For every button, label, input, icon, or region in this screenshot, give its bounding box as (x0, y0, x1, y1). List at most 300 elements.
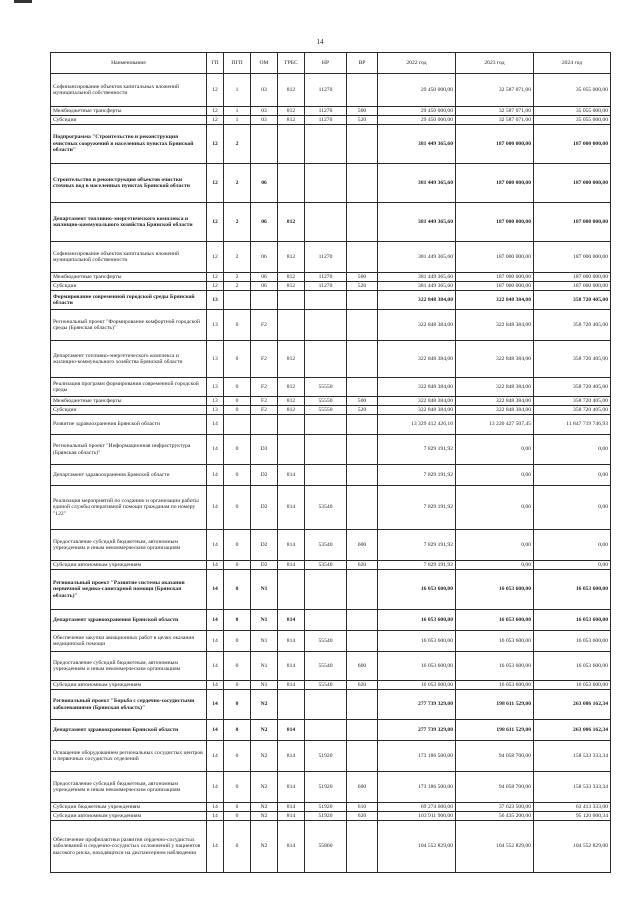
cell-name: Субсидии бюджетным учреждениям (51, 803, 207, 812)
table-row (51, 681, 611, 690)
cell-2022: 29 450 000,00 (378, 107, 456, 116)
cell-2022: 381 449 365,60 (378, 203, 456, 242)
cell-2024: 187 000 000,00 (534, 273, 611, 282)
cell-2022: 16 053 600,00 (378, 681, 456, 690)
cell-pgp: 2 (224, 203, 251, 242)
cell-2024: 0,00 (534, 561, 611, 570)
cell-grbs (278, 291, 305, 310)
cell-2023: 322 848 384,00 (456, 406, 534, 415)
table-row (51, 690, 611, 720)
cell-2024: 358 720 405,00 (534, 406, 611, 415)
table-row (51, 610, 611, 631)
cell-2022: 381 449 365,60 (378, 273, 456, 282)
cell-pgp: 1 (224, 74, 251, 107)
cell-vr (347, 203, 378, 242)
cell-gp: 14 (207, 720, 224, 741)
cell-gp: 14 (207, 486, 224, 530)
cell-nr (305, 164, 347, 203)
cell-2023: 0,00 (456, 465, 534, 486)
cell-2024: 0,00 (534, 435, 611, 465)
cell-gp: 14 (207, 690, 224, 720)
cell-2024: 187 000 000,00 (534, 242, 611, 273)
cell-gp: 14 (207, 415, 224, 435)
cell-nr (305, 720, 347, 741)
cell-2022: 16 053 600,00 (378, 610, 456, 631)
cell-name: Региональный проект "Развитие системы оказания первичной медико-санитарной помощи (Брянская область)" (51, 570, 207, 610)
cell-nr: 11270 (305, 282, 347, 291)
cell-name: Реализация мероприятий по созданию и организации работы единой службы оперативной помощи гражданам по номеру "122" (51, 486, 207, 530)
cell-name: Межбюджетные трансферты (51, 107, 207, 116)
cell-nr (305, 435, 347, 465)
cell-pgp: 2 (224, 273, 251, 282)
cell-grbs (278, 435, 305, 465)
cell-2024: 187 000 000,00 (534, 203, 611, 242)
cell-nr (305, 690, 347, 720)
cell-om: N2 (251, 690, 278, 720)
cell-name: Департамент топливно-энергетического комплекса и жилищно-коммунального хозяйства Брянской области (51, 341, 207, 378)
cell-2023: 198 611 529,00 (456, 720, 534, 741)
cell-gp: 14 (207, 772, 224, 803)
cell-vr (347, 242, 378, 273)
cell-nr: 11270 (305, 273, 347, 282)
cell-vr: 600 (347, 530, 378, 561)
cell-gp: 14 (207, 561, 224, 570)
cell-2023: 187 000 000,00 (456, 273, 534, 282)
cell-om: 03 (251, 74, 278, 107)
cell-om: N1 (251, 570, 278, 610)
cell-pgp (224, 291, 251, 310)
table-row (51, 291, 611, 310)
cell-2024: 158 533 333,34 (534, 772, 611, 803)
cell-2024: 0,00 (534, 465, 611, 486)
cell-om: N2 (251, 803, 278, 812)
table-row (51, 530, 611, 561)
cell-2024: 358 720 405,00 (534, 378, 611, 397)
cell-grbs: 814 (278, 631, 305, 652)
cell-nr: 11270 (305, 116, 347, 125)
table-row (51, 435, 611, 465)
cell-grbs: 814 (278, 610, 305, 631)
cell-om: 06 (251, 273, 278, 282)
table-row (51, 812, 611, 821)
cell-nr: 51920 (305, 803, 347, 812)
cell-om: N1 (251, 652, 278, 681)
cell-nr: 53540 (305, 486, 347, 530)
cell-2024: 358 720 405,00 (534, 397, 611, 406)
cell-name: Субсидии (51, 116, 207, 125)
cell-2023: 322 848 384,00 (456, 341, 534, 378)
cell-om: N1 (251, 681, 278, 690)
cell-pgp: 1 (224, 116, 251, 125)
cell-grbs (278, 415, 305, 435)
cell-2023: 322 848 384,00 (456, 397, 534, 406)
cell-name: Оснащение оборудованием региональных сосудистых центров и первичных сосудистых отделений (51, 741, 207, 772)
table-header-row (51, 53, 611, 74)
cell-name: Департамент здравоохранения Брянской области (51, 610, 207, 631)
cell-2023: 56 435 200,00 (456, 812, 534, 821)
cell-2022: 381 449 365,60 (378, 125, 456, 164)
cell-pgp: 0 (224, 652, 251, 681)
cell-pgp: 0 (224, 741, 251, 772)
cell-2023: 322 848 384,00 (456, 291, 534, 310)
cell-grbs: 812 (278, 116, 305, 125)
cell-nr (305, 291, 347, 310)
cell-grbs: 814 (278, 741, 305, 772)
table-row (51, 741, 611, 772)
table-row (51, 282, 611, 291)
table-row (51, 341, 611, 378)
cell-nr: 51920 (305, 741, 347, 772)
cell-om: 06 (251, 242, 278, 273)
cell-om: F2 (251, 397, 278, 406)
cell-name: Межбюджетные трансферты (51, 397, 207, 406)
table-row (51, 164, 611, 203)
cell-gp: 14 (207, 570, 224, 610)
cell-vr: 620 (347, 561, 378, 570)
cell-name: Обеспечение профилактики развития сердечно-сосудистых заболеваний и сердечно-сосудистых осложнений у пациентов высокого риска, находящихся на диспансерном наблюдении (51, 821, 207, 873)
cell-pgp: 0 (224, 812, 251, 821)
cell-grbs: 814 (278, 530, 305, 561)
cell-nr: 11270 (305, 74, 347, 107)
cell-2022: 69 274 600,00 (378, 803, 456, 812)
cell-om: 03 (251, 116, 278, 125)
cell-vr: 620 (347, 812, 378, 821)
cell-nr: 55540 (305, 681, 347, 690)
cell-nr (305, 125, 347, 164)
cell-2024: 187 000 000,00 (534, 282, 611, 291)
cell-gp: 12 (207, 116, 224, 125)
cell-om: D2 (251, 530, 278, 561)
cell-2022: 322 848 384,00 (378, 406, 456, 415)
cell-vr: 520 (347, 116, 378, 125)
cell-vr (347, 631, 378, 652)
cell-om: N1 (251, 631, 278, 652)
cell-vr (347, 74, 378, 107)
cell-grbs: 814 (278, 681, 305, 690)
cell-2023: 13 220 427 507,45 (456, 415, 534, 435)
cell-2022: 7 829 191,92 (378, 530, 456, 561)
cell-pgp: 0 (224, 821, 251, 873)
cell-2022: 7 829 191,92 (378, 465, 456, 486)
cell-pgp (224, 415, 251, 435)
cell-nr (305, 310, 347, 341)
table-row (51, 821, 611, 873)
cell-2023: 187 000 000,00 (456, 164, 534, 203)
table-row (51, 631, 611, 652)
cell-2024: 16 053 600,00 (534, 681, 611, 690)
table-row (51, 273, 611, 282)
table-row (51, 203, 611, 242)
cell-2023: 16 053 600,00 (456, 652, 534, 681)
cell-2022: 322 848 384,00 (378, 378, 456, 397)
cell-om: F2 (251, 310, 278, 341)
cell-2022: 16 053 600,00 (378, 652, 456, 681)
cell-name: Субсидии автономным учреждениям (51, 681, 207, 690)
cell-pgp: 2 (224, 164, 251, 203)
cell-name: Субсидии (51, 282, 207, 291)
cell-2024: 16 053 600,00 (534, 631, 611, 652)
cell-pgp: 0 (224, 720, 251, 741)
cell-2022: 322 848 384,00 (378, 310, 456, 341)
cell-gp: 13 (207, 397, 224, 406)
cell-grbs: 814 (278, 803, 305, 812)
cell-pgp: 0 (224, 681, 251, 690)
cell-2024: 263 086 162,34 (534, 690, 611, 720)
cell-name: Департамент здравоохранения Брянской области (51, 720, 207, 741)
cell-vr (347, 690, 378, 720)
cell-2022: 277 739 329,00 (378, 720, 456, 741)
cell-2024: 35 055 000,00 (534, 74, 611, 107)
cell-om: N1 (251, 610, 278, 631)
cell-2024: 95 120 000,34 (534, 812, 611, 821)
cell-pgp: 0 (224, 690, 251, 720)
cell-pgp: 2 (224, 282, 251, 291)
cell-gp: 14 (207, 530, 224, 561)
cell-om: N2 (251, 720, 278, 741)
cell-2023: 0,00 (456, 435, 534, 465)
cell-vr (347, 570, 378, 610)
cell-2023: 0,00 (456, 561, 534, 570)
table-row (51, 415, 611, 435)
header-name: Наименование (51, 53, 207, 74)
cell-pgp: 0 (224, 378, 251, 397)
cell-grbs: 814 (278, 486, 305, 530)
table-row (51, 74, 611, 107)
cell-om: N2 (251, 741, 278, 772)
cell-om (251, 415, 278, 435)
cell-2022: 103 911 900,00 (378, 812, 456, 821)
cell-name: Предоставление субсидий бюджетным, автономным учреждениям и иным некоммерческим организациям (51, 772, 207, 803)
cell-2022: 7 829 191,92 (378, 486, 456, 530)
budget-table (50, 52, 611, 873)
cell-2023: 94 058 700,00 (456, 741, 534, 772)
cell-vr: 500 (347, 107, 378, 116)
cell-gp: 13 (207, 341, 224, 378)
cell-vr: 500 (347, 273, 378, 282)
cell-om: F2 (251, 341, 278, 378)
cell-gp: 14 (207, 652, 224, 681)
cell-nr: 55550 (305, 397, 347, 406)
table-row (51, 465, 611, 486)
cell-2022: 322 848 384,00 (378, 341, 456, 378)
cell-2023: 32 587 071,00 (456, 107, 534, 116)
table-row (51, 772, 611, 803)
cell-nr (305, 610, 347, 631)
cell-pgp: 2 (224, 242, 251, 273)
cell-2023: 0,00 (456, 486, 534, 530)
cell-2022: 381 449 365,60 (378, 282, 456, 291)
table-row (51, 242, 611, 273)
cell-pgp: 0 (224, 610, 251, 631)
cell-nr: 11270 (305, 242, 347, 273)
header-2024: 2024 год (534, 53, 611, 74)
cell-2022: 381 449 365,60 (378, 242, 456, 273)
cell-2022: 277 739 329,00 (378, 690, 456, 720)
cell-name: Развитие здравоохранения Брянской области (51, 415, 207, 435)
table-row (51, 486, 611, 530)
cell-vr (347, 125, 378, 164)
cell-2024: 11 847 719 746,93 (534, 415, 611, 435)
cell-name: Строительство и реконструкция объектов очистки сточных вод в населенных пунктах Брянской области (51, 164, 207, 203)
cell-vr: 520 (347, 406, 378, 415)
cell-2023: 322 848 384,00 (456, 378, 534, 397)
cell-2024: 358 720 405,00 (534, 291, 611, 310)
cell-2024: 16 053 600,00 (534, 610, 611, 631)
cell-2022: 16 053 600,00 (378, 570, 456, 610)
cell-gp: 13 (207, 378, 224, 397)
table-body (51, 74, 611, 873)
cell-2022: 322 848 384,00 (378, 291, 456, 310)
cell-pgp: 0 (224, 772, 251, 803)
cell-name: Предоставление субсидий бюджетным, автономным учреждениям и иным некоммерческим организациям (51, 652, 207, 681)
cell-om: F2 (251, 406, 278, 415)
cell-grbs: 814 (278, 821, 305, 873)
cell-2023: 16 053 600,00 (456, 570, 534, 610)
cell-2024: 0,00 (534, 530, 611, 561)
cell-om: D3 (251, 435, 278, 465)
cell-nr (305, 570, 347, 610)
cell-gp: 14 (207, 465, 224, 486)
table-row (51, 378, 611, 397)
cell-om: 03 (251, 107, 278, 116)
cell-pgp: 0 (224, 530, 251, 561)
cell-name: Субсидии автономным учреждениям (51, 812, 207, 821)
page-edge-mark (14, 0, 32, 3)
cell-gp: 14 (207, 741, 224, 772)
cell-vr (347, 341, 378, 378)
table-row (51, 720, 611, 741)
cell-nr: 55540 (305, 652, 347, 681)
cell-nr: 55550 (305, 378, 347, 397)
cell-grbs: 812 (278, 341, 305, 378)
cell-name: Формирование современной городской среды Брянской области (51, 291, 207, 310)
cell-nr: 55550 (305, 406, 347, 415)
cell-pgp: 0 (224, 570, 251, 610)
cell-name: Региональный проект "Информационная инфраструктура (Брянская область)" (51, 435, 207, 465)
cell-pgp: 1 (224, 107, 251, 116)
cell-nr: 55540 (305, 631, 347, 652)
cell-name: Региональный проект "Формирование комфортной городской среды (Брянская область)" (51, 310, 207, 341)
cell-2024: 16 053 600,00 (534, 652, 611, 681)
cell-name: Межбюджетные трансферты (51, 273, 207, 282)
cell-pgp: 0 (224, 561, 251, 570)
cell-grbs: 814 (278, 465, 305, 486)
cell-2023: 0,00 (456, 530, 534, 561)
cell-2022: 322 848 384,00 (378, 397, 456, 406)
cell-2023: 16 053 600,00 (456, 610, 534, 631)
cell-grbs (278, 310, 305, 341)
table-row (51, 125, 611, 164)
cell-name: Обеспечение закупки авиационных работ в целях оказания медицинской помощи (51, 631, 207, 652)
cell-om: N2 (251, 821, 278, 873)
cell-nr (305, 415, 347, 435)
cell-grbs: 812 (278, 273, 305, 282)
cell-gp: 12 (207, 242, 224, 273)
cell-gp: 12 (207, 164, 224, 203)
cell-om: F2 (251, 378, 278, 397)
cell-gp: 13 (207, 291, 224, 310)
cell-name: Подпрограмма "Строительство и реконструкция очистных сооружений в населенных пунктах Брянской области" (51, 125, 207, 164)
header-2022: 2022 год (378, 53, 456, 74)
cell-2022: 29 450 000,00 (378, 116, 456, 125)
cell-pgp: 2 (224, 125, 251, 164)
page-number: 14 (316, 38, 324, 46)
cell-name: Региональный проект "Борьба с сердечно-сосудистыми заболеваниями (Брянская область)" (51, 690, 207, 720)
cell-om (251, 125, 278, 164)
cell-grbs: 812 (278, 406, 305, 415)
cell-vr: 520 (347, 282, 378, 291)
cell-2022: 16 053 600,00 (378, 631, 456, 652)
cell-vr (347, 291, 378, 310)
cell-vr (347, 486, 378, 530)
header-gp: ГП (207, 53, 224, 74)
cell-vr (347, 720, 378, 741)
cell-2022: 29 450 000,00 (378, 74, 456, 107)
cell-2022: 104 552 829,00 (378, 821, 456, 873)
cell-2023: 187 000 000,00 (456, 242, 534, 273)
cell-om (251, 291, 278, 310)
cell-2023: 322 848 384,00 (456, 310, 534, 341)
cell-om: D2 (251, 465, 278, 486)
cell-pgp: 0 (224, 803, 251, 812)
cell-nr (305, 203, 347, 242)
cell-grbs: 814 (278, 561, 305, 570)
cell-pgp: 0 (224, 465, 251, 486)
cell-name: Реализация программ формирования современной городской среды (51, 378, 207, 397)
header-vr: ВР (347, 53, 378, 74)
header-om: ОМ (251, 53, 278, 74)
cell-2024: 158 533 333,34 (534, 741, 611, 772)
cell-2023: 37 623 500,00 (456, 803, 534, 812)
cell-vr (347, 741, 378, 772)
cell-2023: 32 587 071,00 (456, 74, 534, 107)
table-row (51, 406, 611, 415)
cell-2023: 16 053 600,00 (456, 631, 534, 652)
header-pgp: ПГП (224, 53, 251, 74)
cell-grbs: 814 (278, 652, 305, 681)
table-row (51, 570, 611, 610)
table-row (51, 561, 611, 570)
table-row (51, 397, 611, 406)
cell-name: Департамент здравоохранения Брянской области (51, 465, 207, 486)
cell-2023: 187 000 000,00 (456, 125, 534, 164)
cell-vr (347, 610, 378, 631)
cell-grbs: 814 (278, 720, 305, 741)
cell-gp: 14 (207, 681, 224, 690)
cell-vr (347, 465, 378, 486)
cell-grbs: 812 (278, 282, 305, 291)
cell-gp: 13 (207, 310, 224, 341)
cell-2024: 0,00 (534, 486, 611, 530)
cell-name: Департамент топливно-энергетического комплекса и жилищно-коммунального хозяйства Брянской области (51, 203, 207, 242)
cell-pgp: 0 (224, 486, 251, 530)
cell-gp: 12 (207, 273, 224, 282)
cell-pgp: 0 (224, 631, 251, 652)
cell-om: N2 (251, 812, 278, 821)
cell-om: D2 (251, 561, 278, 570)
header-nr: НР (305, 53, 347, 74)
cell-2023: 187 000 000,00 (456, 203, 534, 242)
cell-vr: 610 (347, 803, 378, 812)
cell-gp: 14 (207, 435, 224, 465)
cell-vr: 620 (347, 681, 378, 690)
cell-2023: 198 611 529,00 (456, 690, 534, 720)
cell-nr: 11270 (305, 107, 347, 116)
cell-vr (347, 415, 378, 435)
table-row (51, 310, 611, 341)
cell-2022: 173 186 500,00 (378, 741, 456, 772)
cell-2022: 7 829 191,92 (378, 561, 456, 570)
